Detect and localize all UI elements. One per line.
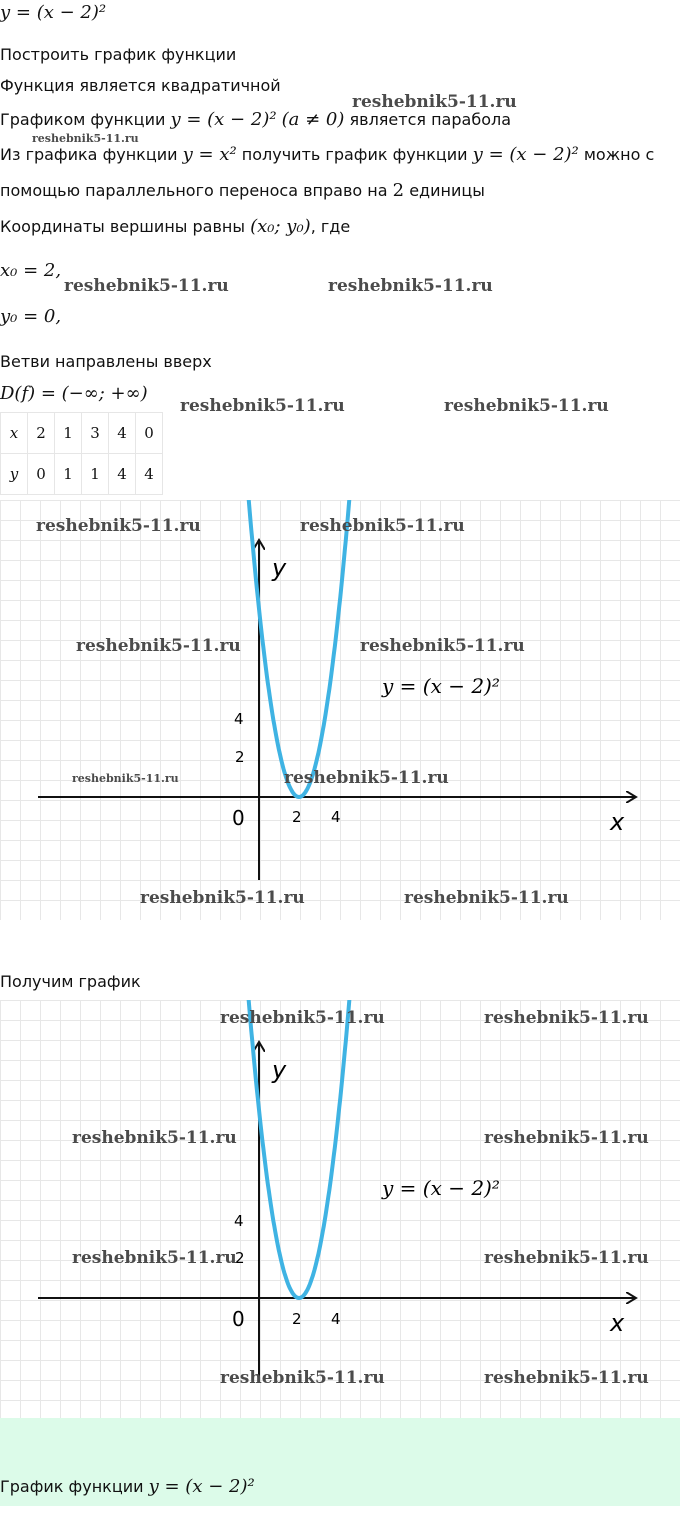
- watermark: reshebnik5-11.ru: [72, 1248, 237, 1268]
- origin-label: 0: [232, 1307, 245, 1331]
- x-tick-label: 4: [331, 808, 341, 826]
- table-cell: 0: [136, 413, 163, 454]
- vertex-formula: (x₀; y₀): [250, 216, 311, 237]
- footer-pre: График функции: [0, 1477, 144, 1496]
- watermark: reshebnik5-11.ru: [220, 1008, 385, 1028]
- vertex-pre: Координаты вершины равны: [0, 217, 245, 236]
- vertex-post: , где: [310, 217, 351, 236]
- parabola-curve: [244, 500, 354, 797]
- table-cell: 1: [55, 413, 82, 454]
- table-cell: 4: [109, 413, 136, 454]
- table-cell: 4: [109, 454, 136, 495]
- watermark: reshebnik5-11.ru: [284, 768, 449, 788]
- footer-formula: y = (x − 2)²: [148, 1476, 255, 1497]
- from-pre: Из графика функции: [0, 145, 178, 164]
- shift-post: единицы: [409, 181, 485, 200]
- table-x-label: x: [1, 413, 28, 454]
- watermark: reshebnik5-11.ru: [300, 516, 465, 536]
- graph-is-line: [0, 109, 511, 130]
- watermark: reshebnik5-11.ru: [484, 1128, 649, 1148]
- footer-box: [0, 1418, 680, 1506]
- y-tick-label: 4: [234, 710, 244, 728]
- from-post: можно с: [583, 145, 655, 164]
- graph-is-pre: Графиком функции: [0, 110, 166, 129]
- watermark: reshebnik5-11.ru: [484, 1008, 649, 1028]
- x-tick-label: 2: [292, 1310, 302, 1328]
- y0-value: y₀ = 0,: [0, 306, 62, 327]
- vertex-line: [0, 216, 350, 237]
- from-formula-1: y = x²: [182, 144, 237, 165]
- x-tick-label: 4: [331, 1310, 341, 1328]
- watermark: reshebnik5-11.ru: [328, 276, 493, 296]
- y-axis-label: y: [272, 554, 287, 582]
- domain-text: D(f) = (−∞; +∞): [0, 383, 148, 404]
- parabola-curve: [244, 1000, 354, 1298]
- watermark: reshebnik5-11.ru: [352, 92, 517, 112]
- table-cell: 1: [55, 454, 82, 495]
- quadratic-text: Функция является квадратичной: [0, 76, 281, 95]
- y-tick-label: 2: [235, 748, 245, 766]
- graph-is-post: является парабола: [349, 110, 512, 129]
- build-text: Построить график функции: [0, 45, 237, 64]
- origin-label: 0: [232, 806, 245, 830]
- watermark: reshebnik5-11.ru: [32, 132, 139, 145]
- x0-value: x₀ = 2,: [0, 260, 62, 281]
- from-formula-2: y = (x − 2)²: [472, 144, 579, 165]
- table-cell: 2: [28, 413, 55, 454]
- curve-label: y = (x − 2)²: [382, 1176, 500, 1200]
- table-cell: 0: [28, 454, 55, 495]
- watermark: reshebnik5-11.ru: [444, 396, 609, 416]
- shift-line: [0, 180, 485, 201]
- shift-pre: помощью параллельного переноса вправо на: [0, 181, 388, 200]
- table-y-label: y: [1, 454, 28, 495]
- x-tick-label: 2: [292, 808, 302, 826]
- watermark: reshebnik5-11.ru: [180, 396, 345, 416]
- header-formula: y = (x − 2)²: [0, 2, 107, 23]
- watermark: reshebnik5-11.ru: [484, 1248, 649, 1268]
- watermark: reshebnik5-11.ru: [360, 636, 525, 656]
- graph-1: [0, 500, 680, 920]
- graph-formula: y = (x − 2)²: [170, 109, 277, 130]
- table-row: [1, 413, 163, 454]
- table-cell: 4: [136, 454, 163, 495]
- footer-line: [0, 1476, 255, 1497]
- graph-1-svg: [0, 500, 680, 920]
- watermark: reshebnik5-11.ru: [140, 888, 305, 908]
- table-cell: 3: [82, 413, 109, 454]
- y-tick-label: 4: [234, 1212, 244, 1230]
- shift-num: 2: [392, 180, 405, 201]
- graph-cond: (a ≠ 0): [281, 109, 345, 130]
- table-row: [1, 454, 163, 495]
- curve-label: y = (x − 2)²: [382, 674, 500, 698]
- watermark: reshebnik5-11.ru: [72, 772, 179, 785]
- x-axis-label: x: [610, 808, 625, 836]
- values-table: [0, 412, 163, 495]
- x-axis-label: x: [610, 1309, 625, 1337]
- from-mid: получить график функции: [241, 145, 468, 164]
- y-axis-label: y: [272, 1056, 287, 1084]
- watermark: reshebnik5-11.ru: [72, 1128, 237, 1148]
- watermark: reshebnik5-11.ru: [64, 276, 229, 296]
- graph-2: [0, 1000, 680, 1418]
- branches-text: Ветви направлены вверх: [0, 352, 212, 371]
- y-tick-label: 2: [235, 1249, 245, 1267]
- get-graph-text: Получим график: [0, 972, 141, 991]
- table-cell: 1: [82, 454, 109, 495]
- watermark: reshebnik5-11.ru: [36, 516, 201, 536]
- from-line: [0, 144, 654, 165]
- watermark: reshebnik5-11.ru: [484, 1368, 649, 1388]
- watermark: reshebnik5-11.ru: [76, 636, 241, 656]
- watermark: reshebnik5-11.ru: [220, 1368, 385, 1388]
- watermark: reshebnik5-11.ru: [404, 888, 569, 908]
- graph-2-svg: [0, 1000, 680, 1418]
